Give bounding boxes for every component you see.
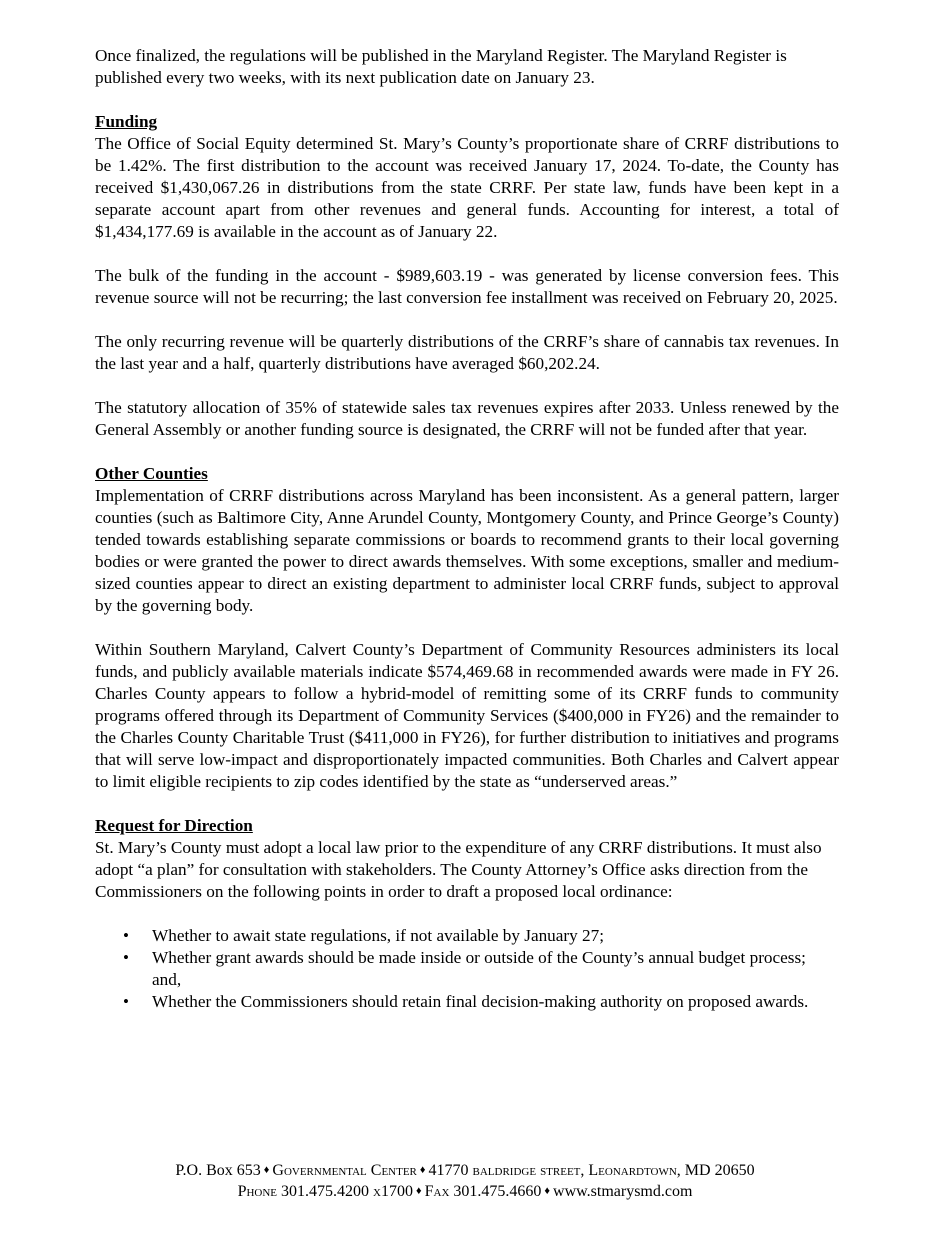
- funding-paragraph-1: The Office of Social Equity determined St. Mary’s County’s proportionate share of CRRF distributions to be 1.42%. The first distribution to the account was received January 17, 2024. To-date, the County has received $1,430,067.26 in distributions from the state CRRF. Per state law, funds have been kept in a separate account apart from other revenues and general funds. Accounting for interest, a total of $1,434,177.69 is available in the account as of January 22.: [95, 134, 839, 241]
- funding-paragraph-4: The statutory allocation of 35% of statewide sales tax revenues expires after 2033. Unless renewed by the General Assembly or another funding source is designated, the CRRF will not be funded after that year.: [95, 398, 839, 439]
- diamond-separator-icon: ♦: [415, 1185, 422, 1197]
- bullet-icon: •: [123, 948, 129, 967]
- footer-line-1: [0, 1160, 930, 1181]
- governmental-center: Governmental Center: [272, 1162, 417, 1179]
- direction-list: [95, 925, 839, 1013]
- request-heading: Request for Direction: [95, 816, 253, 835]
- list-item: [95, 991, 839, 1013]
- website-link[interactable]: www.stmarysmd.com: [553, 1183, 693, 1200]
- list-item: [95, 925, 839, 947]
- list-item-text: Whether to await state regulations, if not available by January 27;: [152, 926, 604, 945]
- funding-paragraph-3: The only recurring revenue will be quarterly distributions of the CRRF’s share of cannabis tax revenues. In the last year and a half, quarterly distributions have averaged $60,202.24.: [95, 332, 839, 373]
- funding-paragraph-2: The bulk of the funding in the account - $989,603.19 - was generated by license conversion fees. This revenue source will not be recurring; the last conversion fee installment was received on February 20, 2025.: [95, 266, 839, 307]
- phone-number: Phone 301.475.4200 x1700: [237, 1183, 413, 1200]
- diamond-separator-icon: ♦: [263, 1164, 270, 1176]
- bullet-icon: •: [123, 926, 129, 945]
- request-paragraph: St. Mary’s County must adopt a local law prior to the expenditure of any CRRF distributions. It must also adopt “a plan” for consultation with stakeholders. The County Attorney’s Office asks direction from the Commissioners on the following points in order to draft a proposed local ordinance:: [95, 838, 822, 901]
- other-counties-paragraph-1: Implementation of CRRF distributions across Maryland has been inconsistent. As a general pattern, larger counties (such as Baltimore City, Anne Arundel County, Montgomery County, and Prince George’s County) tended towards establishing separate commissions or boards to recommend grants to their local governing bodies or were granted the power to direct awards themselves. With some exceptions, smaller and medium-sized counties appear to direct an existing department to administer local CRRF funds, subject to approval by the governing body.: [95, 486, 839, 615]
- other-counties-paragraph-2: Within Southern Maryland, Calvert County’s Department of Community Resources administers its local funds, and publicly available materials indicate $574,469.68 in recommended awards were made in FY 26. Charles County appears to follow a hybrid-model of remitting some of its CRRF funds to community programs offered through its Department of Community Services ($400,000 in FY26) and the remainder to the Charles County Charitable Trust ($411,000 in FY26), for further distribution to initiatives and programs that will serve low-impact and disproportionately impacted communities. Both Charles and Calvert appear to limit eligible recipients to zip codes identified by the state as “underserved areas.”: [95, 640, 839, 791]
- funding-heading: Funding: [95, 112, 158, 131]
- list-item-text: Whether grant awards should be made inside or outside of the County’s annual budget process; and,: [152, 948, 806, 989]
- list-item: [95, 947, 839, 991]
- po-box: P.O. Box 653: [175, 1162, 261, 1179]
- intro-paragraph: Once finalized, the regulations will be published in the Maryland Register. The Maryland Register is published every two weeks, with its next publication date on January 23.: [95, 46, 787, 87]
- other-counties-heading: Other Counties: [95, 464, 208, 483]
- footer-line-2: [0, 1181, 930, 1202]
- street-address: 41770 baldridge street, Leonardtown, MD 20650: [428, 1162, 755, 1179]
- diamond-separator-icon: ♦: [419, 1164, 426, 1176]
- document-body: [95, 45, 839, 1013]
- diamond-separator-icon: ♦: [544, 1185, 551, 1197]
- fax-number: Fax 301.475.4660: [424, 1183, 542, 1200]
- bullet-icon: •: [123, 992, 129, 1011]
- list-item-text: Whether the Commissioners should retain final decision-making authority on proposed awards.: [152, 992, 809, 1011]
